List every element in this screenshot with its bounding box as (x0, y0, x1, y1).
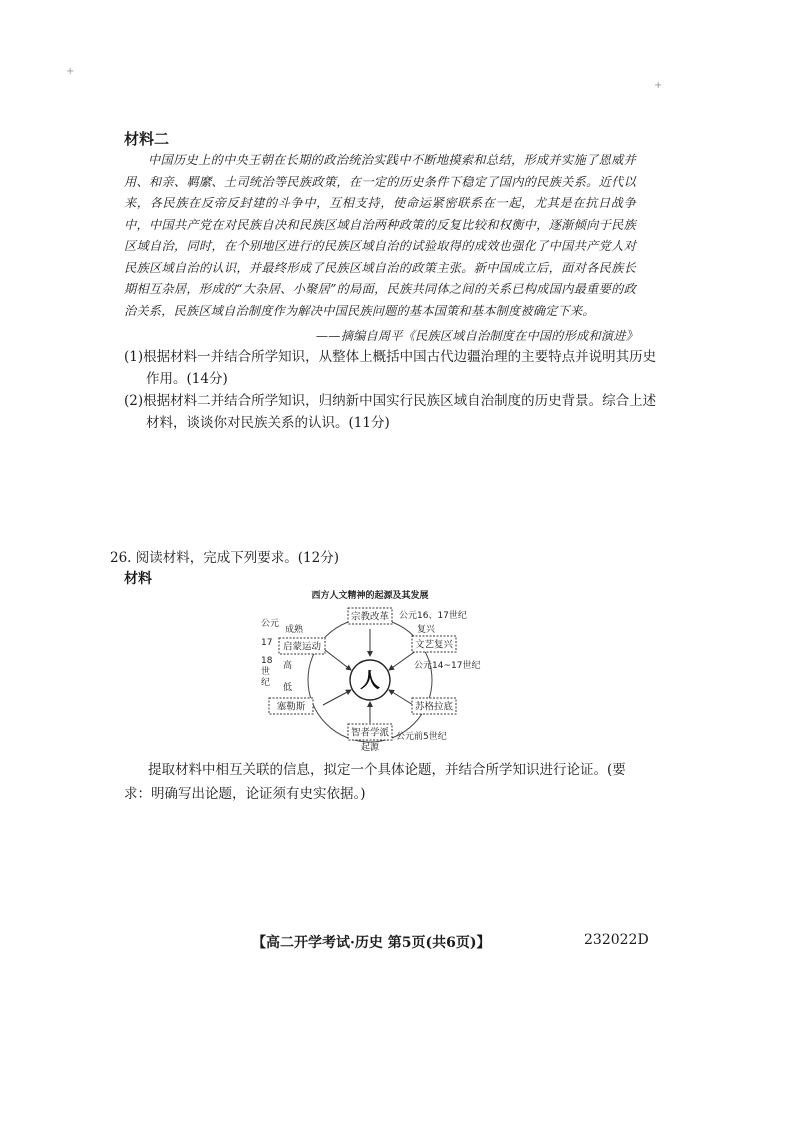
question-26-title: 26. 阅读材料，完成下列要求。(12分) (110, 550, 339, 566)
node-bottom: 智者学派 (350, 727, 390, 739)
scan-mark-right: + (654, 80, 663, 91)
node-lower-right: 苏格拉底 (414, 701, 454, 713)
label-high: 高 (283, 661, 293, 671)
node-lower-left: 塞勒斯 (276, 701, 306, 713)
question-25-2: (2)根据材料二并结合所学知识，归纳新中国实行民族区域自治制度的历史背景。综合上述材料，谈谈你对民族关系的认识。(11分) (124, 393, 657, 431)
diagram-title: 西方人文精神的起源及其发展 (311, 591, 429, 601)
question-25-1: (1)根据材料一并结合所学知识，从整体上概括中国古代边疆治理的主要特点并说明其历史作用。(14分) (124, 349, 657, 387)
label-left-date-5: 纪 (261, 678, 271, 688)
scan-mark-left: + (66, 66, 75, 77)
label-left-date-2: 17 (261, 638, 273, 648)
footer-page-info: 【高二开学考试·历史 第5页(共6页)】 (252, 935, 491, 951)
question-26-instruction: 提取材料中相互关联的信息，拟定一个具体论题，并结合所学知识进行论证。(要求：明确写出论题，论证须有史实依据。) (124, 762, 626, 802)
node-top: 宗教改革 (350, 611, 390, 623)
material-two-paragraph: 中国历史上的中央王朝在长期的政治统治实践中不断地摸索和总结，形成并实施了恩威并用、和亲、羁縻、土司统治等民族政策，在一定的历史条件下稳定了国内的民族关系。近代以来，各民族在反帝反封建的斗争中，互相支持，使命运紧密联系在一起，尤其是在抗日战争中，中国共产党在对民族自决和民族区域自治两种政策的反复比较和权衡中，逐渐倾向于民族区域自治，同时，在个别地区进行的民族区域自治的试验取得的成效也强化了中国共产党人对民族区域自治的认识，并最终形成了民族区域自治的政策主张。新中国成立后，面对各民族长期相互杂居，形成的“大杂居、小聚居”的局面，民族共同体之间的关系已构成国内最重要的政治关系，民族区域自治制度作为解决中国民族问题的基本国策和基本制度被确定下来。 (124, 153, 636, 318)
label-left-date-4: 世 (261, 667, 271, 677)
label-left-date-3: 18 (261, 656, 273, 666)
label-low: 低 (283, 683, 293, 693)
arrow-upper-left (325, 650, 351, 670)
footer-code: 232022D (584, 932, 649, 948)
question-26-material-label: 材料 (124, 571, 152, 587)
label-mature: 成熟 (285, 625, 304, 635)
label-origin: 起源 (361, 743, 380, 753)
label-right-date: 公元14~17世纪 (414, 661, 481, 671)
humanism-diagram (255, 590, 485, 770)
node-upper-left: 启蒙运动 (282, 641, 322, 653)
material-two-heading: 材料二 (124, 130, 170, 148)
node-upper-right: 文艺复兴 (414, 639, 454, 651)
material-two-source: ——摘编自周平《民族区域自治制度在中国的形成和演进》 (315, 329, 638, 343)
center-character: 人 (360, 668, 380, 692)
label-revival: 复兴 (417, 625, 436, 635)
label-bottom-date: 公元前5世纪 (396, 732, 447, 742)
arrow-lower-left (323, 690, 351, 705)
label-left-date-1: 公元 (261, 619, 280, 629)
label-top-right-date: 公元16、17世纪 (399, 611, 467, 621)
